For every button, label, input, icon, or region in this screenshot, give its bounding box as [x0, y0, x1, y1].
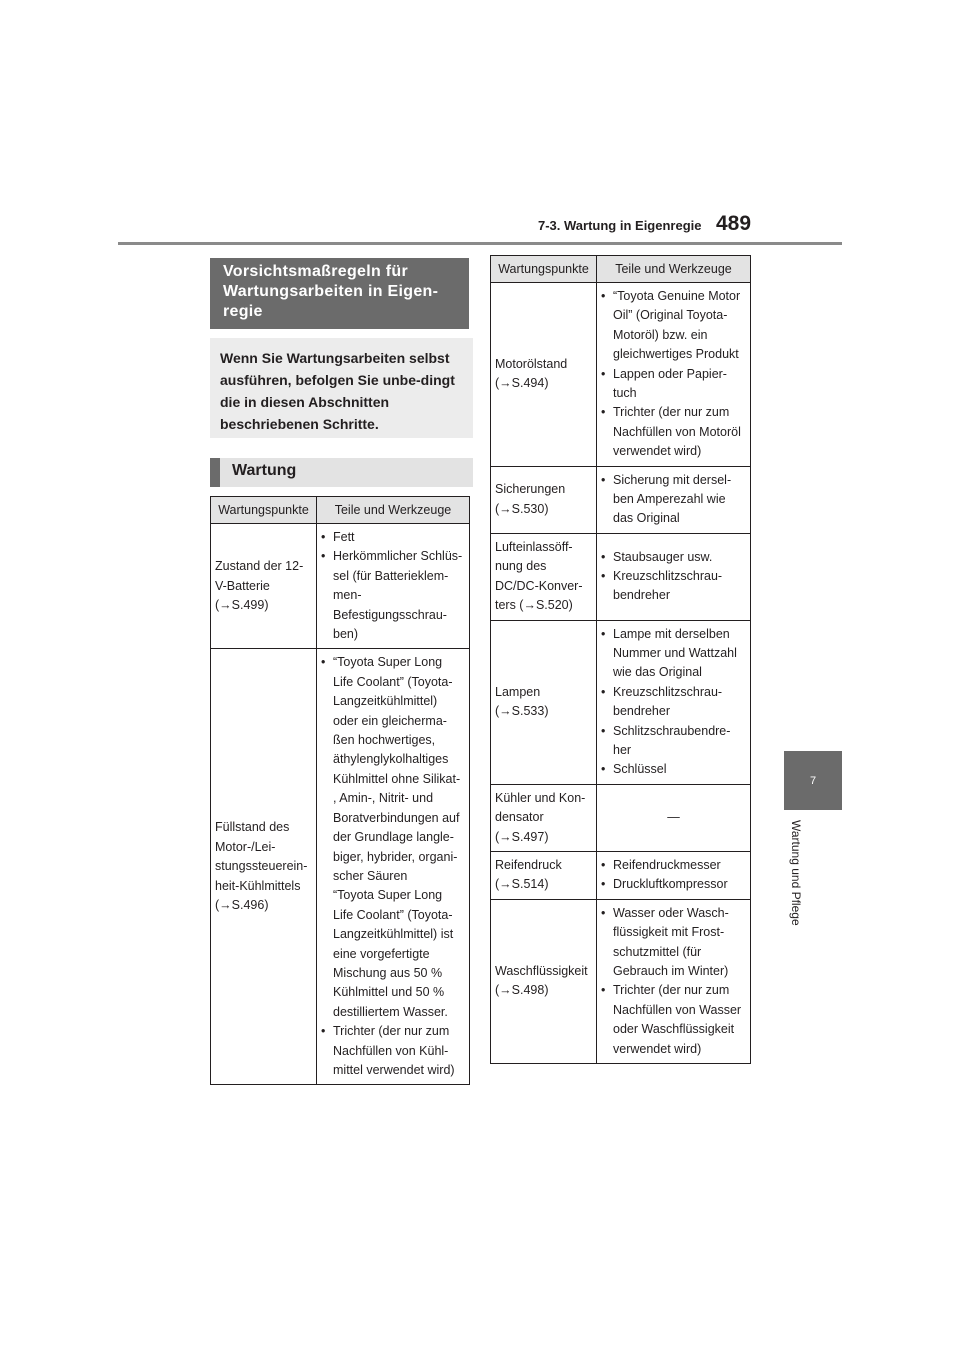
tools-line: eine vorgefertigte	[333, 946, 430, 961]
maintenance-point-line: (→S.497)	[495, 829, 549, 844]
maintenance-point-line: Zustand der 12-	[215, 559, 304, 574]
tools-line: tuch	[613, 386, 637, 401]
maintenance-point-line: densator	[495, 810, 544, 825]
parts-tools-cell	[597, 784, 751, 851]
tools-list	[600, 856, 747, 895]
tools-line: • Kreuzschlitzschrau-	[613, 684, 723, 699]
tools-list	[600, 287, 747, 462]
tools-line: Kühlmittel und 50 %	[333, 985, 445, 1000]
tools-line: ben Amperezahl wie	[613, 492, 726, 507]
tools-line: oder Waschflüssigkeit	[613, 1022, 735, 1037]
tools-list	[600, 625, 747, 780]
table-row	[491, 620, 751, 784]
tools-list-item	[600, 567, 747, 606]
tools-list-item	[600, 403, 747, 461]
tools-line: bendreher	[613, 588, 670, 603]
tools-list	[320, 528, 466, 644]
tools-line: scher Säuren	[333, 868, 408, 883]
tools-line: oder ein gleicherma-	[333, 713, 447, 728]
tools-line: • “Toyota Genuine Motor	[613, 289, 741, 303]
table-row	[491, 899, 751, 1063]
tools-list-item	[600, 722, 747, 761]
parts-tools-cell	[597, 466, 751, 533]
maintenance-point-line: V-Batterie	[215, 578, 270, 593]
parts-tools-cell	[317, 524, 470, 649]
tools-list-item	[600, 760, 747, 779]
chapter-tab: 7	[784, 751, 842, 810]
tools-line: Langzeitkühlmittel) ist	[333, 927, 454, 942]
table-header-row	[491, 256, 751, 283]
header-rule	[118, 242, 842, 245]
tools-line: her	[613, 742, 632, 757]
tools-line: , Amin-, Nitrit- und	[333, 791, 434, 806]
tools-list-item	[320, 653, 466, 1022]
parts-tools-cell	[317, 649, 470, 1085]
maintenance-point-line: Sicherungen	[495, 482, 566, 497]
tools-line: Nachfüllen von Motoröl	[613, 424, 741, 439]
chapter-title-vertical	[787, 820, 803, 940]
tools-list-item	[600, 471, 747, 529]
tools-line: • Lappen oder Papier-	[613, 366, 727, 381]
tools-line: • Herkömmlicher Schlüs-	[333, 549, 463, 564]
tools-list	[600, 904, 747, 1059]
maintenance-point-line: nung des	[495, 559, 547, 574]
header-parts-tools: Teile und Werkzeuge	[317, 497, 470, 524]
tools-line: Nachfüllen von Kühl-	[333, 1043, 449, 1058]
parts-tools-cell	[597, 620, 751, 784]
tools-list-item	[600, 548, 747, 567]
maintenance-point-line: Lampen	[495, 684, 541, 699]
table-row	[211, 649, 470, 1085]
tools-line: • Trichter (der nur zum	[613, 405, 730, 420]
tools-line: • Sicherung mit dersel-	[613, 472, 732, 487]
tools-line: • Trichter (der nur zum	[333, 1024, 450, 1039]
maintenance-point-line: (→S.533)	[495, 704, 549, 719]
maintenance-point-cell	[491, 851, 597, 899]
tools-line: • Trichter (der nur zum	[613, 983, 730, 998]
maintenance-point-cell	[211, 649, 317, 1085]
parts-tools-cell	[597, 899, 751, 1063]
tools-line: bendreher	[613, 704, 670, 719]
tools-line: biger, hybrider, organi-	[333, 849, 458, 864]
table-header-row	[211, 497, 470, 524]
header-maintenance-points: Wartungspunkte	[211, 497, 317, 524]
maintenance-point-line: (→S.496)	[215, 898, 269, 913]
header-maintenance-points: Wartungspunkte	[491, 256, 597, 283]
no-tools-dash: —	[667, 810, 680, 825]
maintenance-point-line: Waschflüssigkeit	[495, 964, 588, 978]
tools-list-item	[600, 625, 747, 683]
tools-line: Life Coolant” (Toyota-	[333, 674, 453, 689]
table-row	[491, 283, 751, 467]
tools-line: Nachfüllen von Wasser	[613, 1002, 742, 1017]
maintenance-point-line: heit-Kühlmittels	[215, 878, 301, 893]
tools-line: Boratverbindungen auf	[333, 810, 460, 825]
tools-line: • Reifendruckmesser	[613, 857, 721, 872]
maintenance-point-line: (→S.530)	[495, 501, 549, 516]
maintenance-table-left	[210, 496, 470, 1085]
page-number: 489	[716, 212, 752, 235]
tools-line: Motoröl) bzw. ein	[613, 327, 708, 342]
table-row	[491, 533, 751, 620]
maintenance-point-cell	[491, 784, 597, 851]
tools-list-item	[600, 904, 747, 982]
maintenance-point-cell	[491, 533, 597, 620]
tools-line: • Schlüssel	[613, 762, 667, 777]
maintenance-point-line: Lufteinlassöff-	[495, 539, 573, 554]
tools-line: ben)	[333, 627, 359, 642]
precautions-heading: Vorsichtsmaßregeln für Wartungsarbeiten in Eigen-regie	[210, 258, 469, 329]
parts-tools-cell	[597, 851, 751, 899]
header-parts-tools: Teile und Werkzeuge	[597, 256, 751, 283]
tools-list-item	[600, 856, 747, 875]
tools-line: • Druckluftkompressor	[613, 877, 728, 892]
precautions-text: Wenn Sie Wartungsarbeiten selbst ausführen, befolgen Sie unbe-dingt die in diesen Abschnitten beschriebenen Schritte.	[210, 338, 473, 438]
tools-line: Nummer und Wattzahl	[613, 645, 737, 660]
tools-list	[600, 548, 747, 606]
tools-list-item	[600, 683, 747, 722]
tools-line: mittel verwendet wird)	[333, 1062, 455, 1077]
tools-line: flüssigkeit mit Frost-	[613, 925, 725, 940]
tools-line: äthylenglykolhaltiges	[333, 752, 449, 767]
tools-line: • Fett	[333, 530, 355, 544]
table-body-left	[211, 524, 470, 1085]
tools-line: “Toyota Super Long	[333, 888, 443, 903]
maintenance-point-line: Reifendruck	[495, 857, 562, 872]
tools-list	[320, 653, 466, 1080]
table-body-right	[491, 283, 751, 1064]
maintenance-point-cell	[211, 524, 317, 649]
tools-line: destilliertem Wasser.	[333, 1004, 448, 1019]
maintenance-point-line: stungssteuerein-	[215, 859, 308, 874]
maintenance-table-right	[490, 255, 751, 1064]
maintenance-heading: Wartung	[210, 458, 473, 487]
maintenance-point-line: (→S.514)	[495, 877, 549, 892]
table-row	[491, 466, 751, 533]
tools-line: • Staubsauger usw.	[613, 549, 713, 564]
tools-list-item	[600, 875, 747, 894]
section-title: 7-3. Wartung in Eigenregie	[538, 218, 702, 233]
tools-list-item	[320, 1022, 466, 1080]
tools-line: • “Toyota Super Long	[333, 655, 443, 670]
tools-line: Mischung aus 50 %	[333, 965, 443, 980]
tools-list-item	[600, 981, 747, 1059]
maintenance-point-line: (→S.499)	[215, 597, 269, 612]
tools-list-item	[600, 365, 747, 404]
table-row	[491, 851, 751, 899]
tools-line: Kühlmittel ohne Silikat-	[333, 771, 461, 786]
tools-line: • Lampe mit derselben	[613, 626, 730, 641]
tools-line: wie das Original	[613, 665, 702, 680]
tools-line: • Kreuzschlitzschrau-	[613, 568, 723, 583]
maintenance-point-cell	[491, 283, 597, 467]
tools-line: • Wasser oder Wasch-	[613, 905, 729, 920]
chapter-title: Wartung und Pflege	[789, 820, 803, 926]
tools-line: gleichwertiges Produkt	[613, 347, 739, 362]
maintenance-point-line: (→S.498)	[495, 983, 549, 998]
tools-line: • Schlitzschraubendre-	[613, 723, 731, 738]
maintenance-point-line: Motor-/Lei-	[215, 839, 276, 854]
parts-tools-cell	[597, 533, 751, 620]
tools-line: der Grundlage langle-	[333, 830, 454, 845]
maintenance-point-line: Kühler und Kon-	[495, 790, 586, 805]
tools-line: Life Coolant” (Toyota-	[333, 907, 453, 922]
tools-line: ßen hochwertiges,	[333, 733, 436, 748]
maintenance-point-line: (→S.494)	[495, 376, 549, 391]
maintenance-point-line: DC/DC-Konver-	[495, 578, 583, 593]
maintenance-point-line: Motorölstand	[495, 356, 568, 371]
maintenance-point-line: Füllstand des	[215, 820, 290, 835]
maintenance-point-cell	[491, 899, 597, 1063]
tools-list-item	[320, 528, 466, 547]
maintenance-point-cell	[491, 466, 597, 533]
tools-list	[600, 471, 747, 529]
tools-line: das Original	[613, 511, 680, 526]
tools-line: schutzmittel (für	[613, 944, 702, 959]
tools-line: Gebrauch im Winter)	[613, 964, 729, 978]
tools-line: Oil” (Original Toyota-	[613, 308, 728, 323]
tools-line: men-	[333, 588, 362, 603]
maintenance-point-cell	[491, 620, 597, 784]
tools-line: sel (für Batterieklem-	[333, 568, 449, 583]
tools-list-item	[320, 547, 466, 644]
tools-line: Langzeitkühlmittel)	[333, 694, 438, 709]
tools-line: Befestigungsschrau-	[333, 607, 447, 622]
tools-line: verwendet wird)	[613, 1041, 702, 1056]
table-row	[211, 524, 470, 649]
maintenance-point-line: ters (→S.520)	[495, 598, 573, 613]
parts-tools-cell	[597, 283, 751, 467]
tools-list-item	[600, 287, 747, 365]
tools-line: verwendet wird)	[613, 444, 702, 459]
table-row	[491, 784, 751, 851]
